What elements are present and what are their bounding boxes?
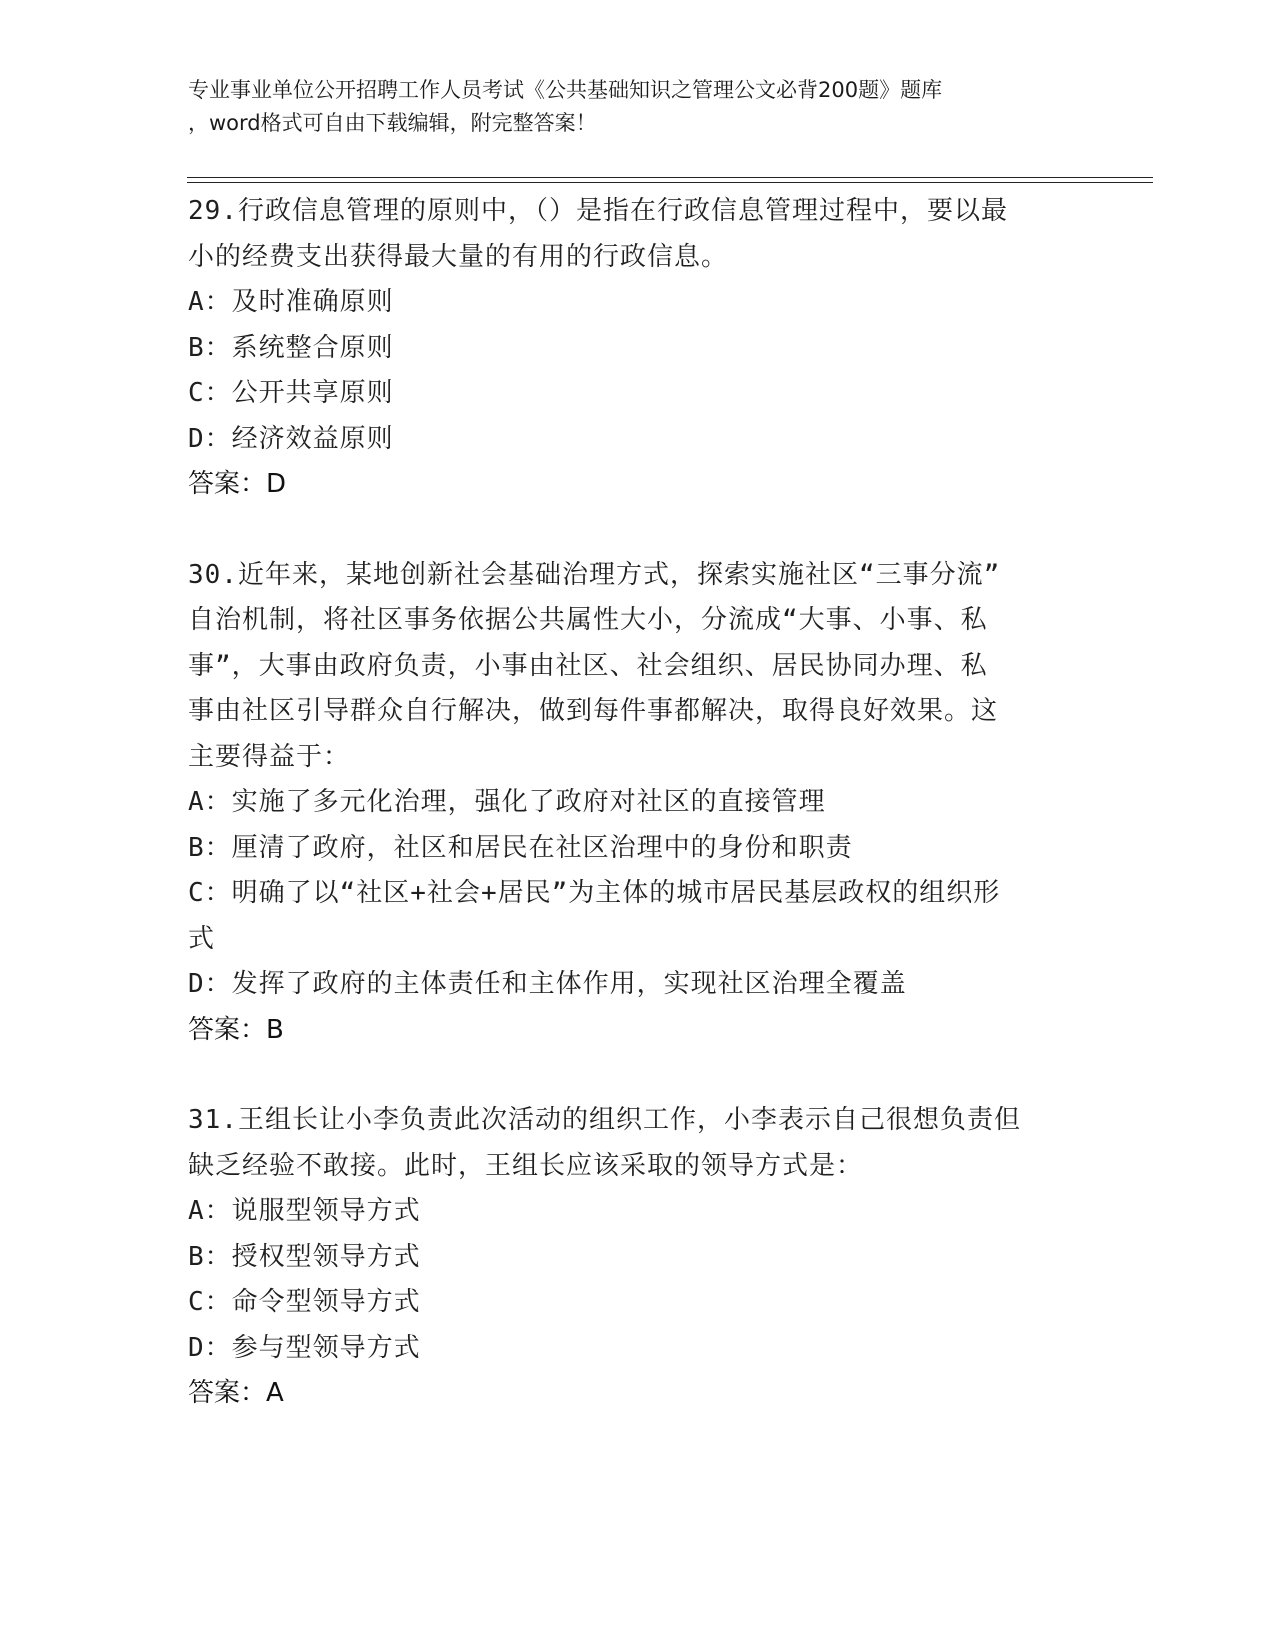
question-31 (188, 1098, 1088, 1417)
option-c: C：命令型领导方式 (188, 1287, 421, 1317)
question-stem-line: 小的经费支出获得最大量的有用的行政信息。 (188, 241, 729, 272)
question-stem-line: 事由社区引导群众自行解决，做到每件事都解决，取得良好效果。这 (188, 696, 999, 726)
option-d: D：参与型领导方式 (188, 1332, 421, 1363)
option-c-continued: 式 (188, 923, 216, 954)
option-a: A：实施了多元化治理，强化了政府对社区的直接管理 (188, 787, 826, 817)
answer-label: 答案：D (188, 469, 287, 499)
question-29 (188, 189, 1088, 508)
question-stem-line: 30.近年来，某地创新社会基础治理方式，探索实施社区“三事分流” (188, 559, 1001, 590)
answer-label: 答案：B (188, 1014, 284, 1045)
option-c: C：公开共享原则 (188, 378, 394, 408)
option-b: B：系统整合原则 (188, 332, 394, 363)
question-stem-line: 29.行政信息管理的原则中，（）是指在行政信息管理过程中，要以最 (188, 196, 1008, 226)
option-b: B：厘清了政府，社区和居民在社区治理中的身份和职责 (188, 832, 853, 863)
question-stem-line: 主要得益于： (188, 741, 351, 772)
option-d: D：发挥了政府的主体责任和主体作用，实现社区治理全覆盖 (188, 969, 907, 999)
header-title-line-1: 专业事业单位公开招聘工作人员考试《公共基础知识之管理公文必背200题》题库 (188, 78, 943, 102)
option-b: B：授权型领导方式 (188, 1241, 421, 1272)
question-30 (188, 553, 1088, 1054)
question-stem-line: 自治机制，将社区事务依据公共属性大小，分流成“大事、小事、私 (188, 605, 988, 635)
option-a: A：及时准确原则 (188, 287, 394, 317)
question-stem-line: 事”，大事由政府负责，小事由社区、社会组织、居民协同办理、私 (188, 650, 988, 681)
question-stem-line: 31.王组长让小李负责此次活动的组织工作，小李表示自己很想负责但 (188, 1105, 1021, 1135)
question-list (188, 189, 1088, 1417)
document-header (188, 74, 1088, 140)
option-c: C：明确了以“社区+社会+居民”为主体的城市居民基层政权的组织形 (188, 878, 1001, 908)
header-divider-top (187, 177, 1153, 178)
question-stem-line: 缺乏经验不敢接。此时，王组长应该采取的领导方式是： (188, 1150, 864, 1181)
answer-label: 答案：A (188, 1378, 284, 1408)
header-title-line-2: ，word格式可自由下载编辑，附完整答案！ (188, 111, 597, 135)
header-divider-bottom (187, 182, 1153, 183)
option-d: D：经济效益原则 (188, 423, 394, 454)
option-a: A：说服型领导方式 (188, 1196, 421, 1226)
